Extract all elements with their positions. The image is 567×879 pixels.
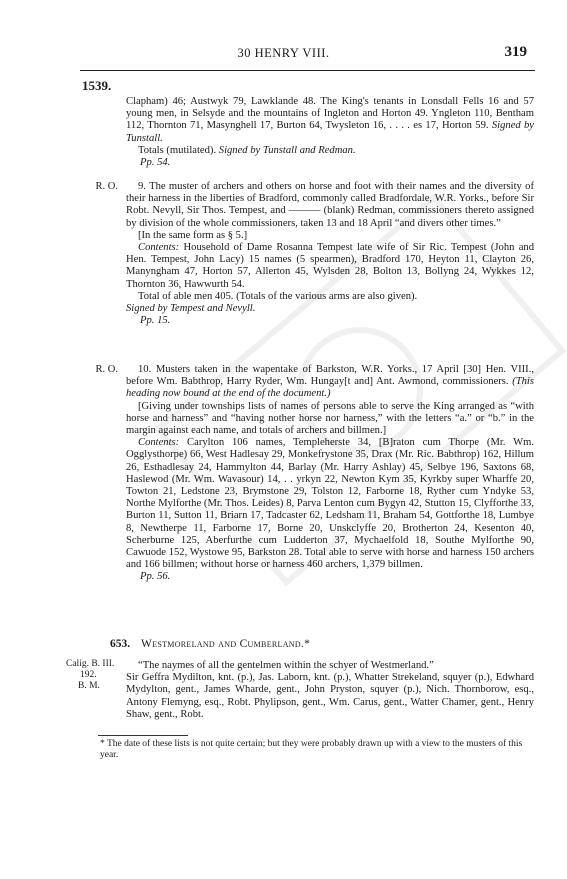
source-ref: R. O. (95, 364, 118, 375)
contents-label: Contents: (138, 242, 180, 254)
giving-note: [Giving under townships lists of names of persons able to serve the King arranged as “with horse and harness” and “having nother horse nor harness,” with the letters “a.” or “b.” in the margin against each name, and totals of archers and billmen.] (126, 400, 534, 437)
year-marker: 1539. (82, 78, 112, 93)
running-title: 30 HENRY VIII. (237, 46, 330, 60)
pages-count: Pp. 54. (140, 157, 171, 169)
footnote-rule (98, 735, 188, 736)
contents-label: Contents: (138, 437, 180, 449)
entry-10 (126, 364, 534, 584)
contents-text: Carylton 106 names, Templeherste 34, [B]raton cum Thorpe (Mr. Wm. Ogglysthorpe) 66, West Hadlesay 29, Monkefrystone 35, Drax (Mr. Ric. Babthrop) 162, Hillum 26, Esthadlesay 24, Hammylton 44, Barlay (Mr. Harry Ashlay) 45, Selbye 196, Saxtons 68, Haslewod (Mr. Wm. Wavasour) 14, . . yrkyn 22, Newton Kym 35, Kyrkby super Wharffe 20, Towton 21, Ledstone 23, Brymstone 29, Tolston 12, Farborne 18, Ryther cum Yndyke 53, Northe Mylforthe (Mr. Thos. Leides) 8, Parva Lenton cum Bygyn 42, Stutton 15, Clyfforthe 33, Burton 11, Sutton 11, Briarn 17, Tadcaster 62, Ledsham 11, Braham 54, Gottforthe 18, Lumbye 8, Newtherpe 11, Farborne 17, Borne 20, Unskclyffe 20, Brotherton 24, Kesenton 40, Scherburne 125, Aberfurthe cum Ludderton 37, Mychaelfold 18, Southe Mylforthe 90, Cawuode 152, Wystowe 95, Barkston 28. Total able to serve with horse and harness 150 archers and 166 billmen; without horse or harness 460 archers, 1,379 billmen. (126, 437, 534, 571)
section-title: Westmoreland and Cumberland.* (141, 638, 311, 650)
footnote: * The date of these lists is not quite certain; but they were probably drawn up with a view to the musters of this year. (100, 739, 523, 760)
pages-count: Pp. 56. (140, 571, 171, 583)
signed-tunstall-redman: Signed by Tunstall and Redman. (218, 144, 356, 156)
quote-title: “The naymes of all the gentelmen within the schyer of Westmerland.” (138, 660, 434, 671)
section-number: 653. (110, 638, 131, 650)
entry-653 (126, 660, 534, 721)
source-line: Calig. B. III. (66, 659, 115, 669)
entry-continuation (126, 96, 534, 169)
section-heading (110, 638, 310, 650)
page-header (0, 42, 567, 64)
source-line: 192. (80, 670, 97, 680)
signed-tunstall: Signed by Tunstall. (126, 120, 535, 144)
source-ref-653 (66, 659, 126, 692)
form-note: [In the same form as § 5.] (138, 229, 248, 241)
page-number: 319 (504, 44, 527, 60)
entry-10-text: 10. Musters taken in the wapentake of Barkston, W.R. Yorks., 17 April [30] Hen. VIII., before Wm. Babthrop, Harry Ryder, Wm. Hungay[t and] Ant. Awmond, commissioners. (126, 364, 534, 388)
total-line: Total of able men 405. (Totals of the various arms are also given). (138, 290, 418, 302)
entry-9 (126, 181, 534, 327)
signed-tempest: Signed by Tempest and Nevyll. (126, 303, 256, 315)
source-ref: R. O. (95, 181, 118, 192)
heading-note: (This heading now bound at the end of the document.) (126, 376, 534, 400)
totals-note: Totals (mutilated). (138, 144, 217, 156)
continuation-text: Clapham) 46; Austwyk 79, Lawklande 48. The King's tenants in Lonsdall Fells 16 and 57 young men, in Selsyde and the mountains of Ingleton and Horton 49. Yngleton 110, Bentham 112, Thornton 71, Masynghell 17, Burton 64, Twysleton 16, . . . . es 17, Horton 59. (126, 96, 534, 132)
entry-9-text: 9. The muster of archers and others on horse and foot with their names and the diversity of their harness in the liberties of Bradford, commonly called Bradfordale, W.R. Yorks., before Sir Robt. Nevyll, Sir Thos. Tempest, and ——— (blank) Redman, commissioners thereto assigned by division of the whole commissioners, taken 13 and 18 April “and divers other times.” (126, 181, 534, 229)
source-line: B. M. (78, 681, 100, 691)
contents-text: Household of Dame Rosanna Tempest late wife of Sir Ric. Tempest (John and Hen. Tempest, John Lacy) 15 names (5 spearmen), Bradford 170, Heyton 11, Clayton 26, Manyngham 47, Horton 57, Allerton 45, Wylsden 28, Bolton 13, Bollyng 24, Wykkes 12, Thornton 36, Hawwurth 54. (126, 242, 534, 290)
header-rule (80, 70, 535, 71)
pages-count: Pp. 15. (140, 315, 171, 327)
entry-653-text: Sir Geffra Mydilton, knt. (p.), Jas. Laborn, knt. (p.), Whatter Strekeland, squyer (p.), Edwhard Mydylton, gent., James Wharde, gent., John Pryston, squyer (p.), Nich. Thornborow, esq., Antony Flemyng, esq., Robt. Phylipson, gent., Wm. Carus, gent., Watter Chamer, gent., Henry Shaw, gent., Robt. (126, 672, 534, 720)
